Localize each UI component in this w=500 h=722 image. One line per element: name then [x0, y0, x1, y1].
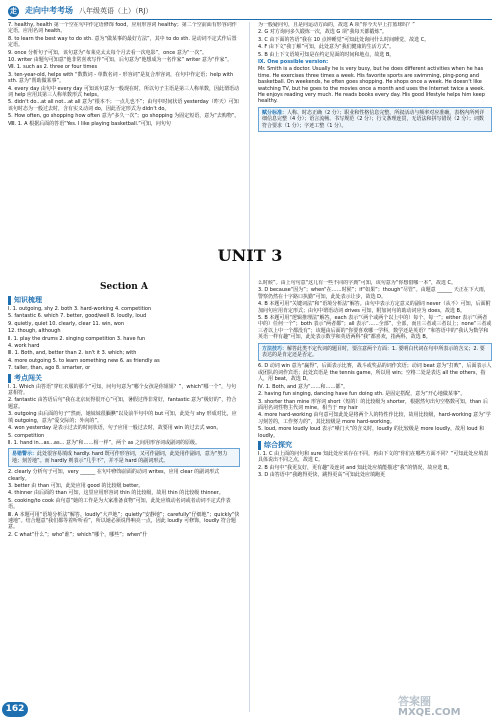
answer-item: 4. more hard-working 由句意可知此处是将两个人的特性作比较，故用比较级，hard-working 意为“学习刻苦的，工作努力的”，其比较级是 more hard-working。 [258, 412, 491, 425]
knowledge-line: 4. work hard [8, 343, 40, 350]
knowledge-line: 12. though, although [8, 328, 61, 335]
grade-label: 八年级英语（上）（RJ） [79, 7, 153, 16]
method-title: 方法技巧： [262, 345, 288, 352]
rubric-text: 人称、时态正确（2 分）；职业和性格信息完整，所叙活动与频率对应准确，表格内所列详细信息完整（4 分）；语言流畅、书写规范（2 分）；行文条理连贯，无语法和拼写错误（2 分）；词数符合要求（1 分）；字迹工整（1 分）。 [262, 109, 485, 129]
point-item: 5. competition [8, 432, 45, 439]
point-item: 3. outgoing 由后面的句子“然而，她妹妹很腼腆”以及前半句中的 but 可知，此处与 shy 形成对比，应填 outgoing，意为“爱交际的；外向的”。 [8, 411, 237, 424]
point-item: 5. cooking/to cook 由句意“她的工作是为大家准备食物”可知，此处应填动名词或者动词不定式作表语。 [8, 497, 231, 511]
inquiry-item: Ⅰ. 1. C 由上面的问句和 sure 知此处应该存在不同，再由下文的“你们在哪些方面不同？”可知此处应填表具体说出不同之点，故选 C。 [258, 450, 489, 464]
tip-text: 此处很容易填成 hardly. hard 既可作形容词，又可作副词，此处用作副词，意为“努力地；刻苦地”。而 hardly 则表示“几乎不”，并不是 hard 的副词形式。 [12, 451, 228, 464]
point-item: 2. fantastic 由答语后句“我在北京玩得很开心”可知，暑假过得非常好，fantastic 意为“极好的”，符合题意。 [8, 397, 237, 410]
answer-item: 5. B 本题可用“逻辑推理法”解答。each 表示“（两个或两个以上中的）每个，每一”；either 表示“（两者中的）任何一个”；both 表示“两者都”；all 表示“……全部”，全部，而且三者或三者以上；none“三者或三者以上中一个都没有”；该题由后面的“你要喜欢哪一学科，数学还是英语？”和答语中的“我认为数学和英语一样有趣”可知，此处表示数学和英语两科“我”都喜欢，指两科，故选 B。 [258, 315, 492, 341]
answer-item: 3. D because“因为”；when“在……时候”；if“如果”；though“尽管”。由题意 ______ 天正在下大雨，警察仍然在十字路口执勤”可知，此处表示让步，故选 D。 [258, 287, 489, 300]
point-item: 4. thinner 由后面的 than 可知，这里应用形容词 thin 的比较级，故用 thin 的比较级 thinner。 [8, 490, 224, 497]
answer-item: 4. B 本题可用“关键词法”和“语境分析法”解答。由句中表示方定意义的副词 never（从不）可知，后面附加问句应用肯定形式；由句中谓语动词 drives 可知，附加问句的助动词应为 does，故选 B。 [258, 301, 491, 314]
point-item: 2. C what“什么”；who“谁”；which“哪个，哪些”；when“什 [8, 531, 148, 538]
section-title: Section A [100, 282, 148, 292]
inquiry-item: 2. B 由句中“我更友好，更有趣”及连词 and 知此处应填能描述“我”的情况，故应选 B。 [258, 464, 453, 471]
unit-title: UNIT 3 [217, 246, 283, 265]
answer-item: 为一般疑问句，且是问运动方面的，故选 A 项“你今天早上打篮球吗？” [258, 22, 415, 28]
point-item: 4. won yesterday 是表示过去的时间状语，句子应用一般过去时，故要用 win 的过去式 won。 [8, 425, 222, 432]
answer-item: 么时候”。由上句句意“这儿有一些不同的字典”可知，该句意为“你想借哪一本”，故选 C。 [258, 280, 457, 286]
method-box [258, 343, 492, 362]
tip-title: 易错警示： [12, 451, 38, 458]
answer-item: 2. having fun singing, dancing have fun doing sth. 是固定搭配，意为“开心地做某事”。 [258, 391, 466, 398]
answer-item: 5. loud, more loudly loud 表示“嗓门大”的含义时，loudly 的比较级是 more loudly，故用 loud 和 loudly。 [258, 426, 485, 439]
heading-points: 考点闯关 [8, 374, 240, 383]
heading-inquiry: 综合探究 [258, 441, 492, 450]
method-text: 解答此类不定代词的题目时，要注意两个方面：1. 要明白代词在句中所表示的含义；2. 要表达的是肯定还是否定。 [262, 345, 485, 359]
rubric-box [258, 107, 492, 132]
knowledge-line: Ⅲ. 1. Both, and, better than 2. isn't it 3. which; with [8, 350, 137, 357]
knowledge-line: Ⅱ. 1. play the drums 2. singing competition 3. have fun [8, 335, 146, 342]
watermark-line1: 答案圈 [398, 695, 431, 708]
answer-item: 5. How often, go shopping how often 意为“多久一次”；go shopping 为固定短语，意为“去购物”。 [8, 113, 240, 120]
answer-item: 7. healthy, health 第一个空在句中作定语修饰 food，应用形容词 healthy；第二个空前面有形容词作定语，应用名词 health。 [8, 22, 237, 35]
top-left-column [8, 22, 240, 244]
sample-essay: Mr. Smith is a doctor. Usually he is very busy, but he does different activities when he has time. He exercises three times a week. His favorite sports are swimming, ping-pong and basketball. On weekends, he often goes shopping. He shops once a week. He doesn't like watching TV, but he goes to the movies once a month and uses the Internet twice a week. He enjoys reading very much. He reads books every day. His good lifestyle helps him keep healthy. [258, 66, 485, 105]
page-number: 162 [2, 702, 28, 717]
top-right-column [258, 22, 492, 244]
answer-item: 3. ten-year-old, helps with “数数词 - 单数名词 - 形容词”是复合形容词，在句中作定语；help with sth. 意为“帮助做某事”。 [8, 71, 234, 85]
knowledge-line: 7. taller, than, ago 8. smarter, or [8, 365, 91, 372]
tip-box [8, 448, 240, 467]
answer-item: 8. to learn the best way to do sth. 意为“做某事的最好方法”，其中 to do sth. 是动词不定式作后置定语。 [8, 35, 237, 49]
inquiry-item: 3. D 由答语中“我跑得更快，跳得更高”可知此处应填跑更 [258, 472, 385, 479]
answer-item: 5. B 由上下文语境可知是在约定见面的时间和地点，故选 B。 [258, 51, 395, 58]
column-divider [249, 22, 250, 712]
point-item: 3. better 由 than 可知，此处应用 good 的比较级 better。 [8, 482, 144, 489]
answer-item: 3. C 由下面的答语“我在 10 点钟睡觉”可知此处询问什么时间睡觉，故选 C。 [258, 36, 430, 43]
answer-item: 6. D 动词 win 意为“赢得”，后面表示比赛，战斗或奖品的词作宾语；动词 beat 意为“打败”，后面表示人或团队的词作宾语；此处宾语是 the tennis game，所以用 win；空格二处是表达 all the others，指人，用 beat，故选 D。 [258, 363, 492, 383]
bottom-left-column [8, 280, 240, 700]
watermark-line2: MXQE.COM [398, 707, 461, 718]
answer-item: 9. once 分析句子可知，该句意为“布莱克太太每个月去看一次电影”，once 意为“一次”。 [8, 49, 208, 56]
site-watermark [398, 696, 494, 718]
knowledge-line: 4. more outgoing 5. to learn something new 6. as friendly as [8, 357, 160, 364]
answer-item: 5. didn't do...at all not...at all 意为“根本不；一点儿也不”；由句中时间状语 yesterday（昨天）可知该句时态为一般过去时，含有实义动词 do，因此否定形式为 didn't do。 [8, 99, 239, 112]
point-item: Ⅲ. A 本题可用“语境分析法”解答。loudly“大声地”；quietly“安静地”；carefully“仔细地”；quickly“快速地”。结合题意“我们都等着听听看”，所以她必须说得响亮一点，因此 loudly 可修饰，loudly 符合题意。 [8, 511, 240, 531]
series-title: 走向中考考场 [25, 6, 73, 16]
writing-heading: Ⅸ. One possible version: [258, 59, 329, 66]
series-logo-icon: 走 [10, 7, 17, 15]
knowledge-line: 5. fantastic 6. which 7. better, good/well 8. loudly, loud [8, 313, 147, 320]
point-item: 2. clearly 分析句子可知，very ______ 在句中修饰前面的动词 writes，应用 clear 的副词形式 clearly。 [8, 469, 220, 482]
bottom-right-column [258, 280, 492, 712]
answer-item: 2. G 对方询问多久锻炼一次，故选 G 项“我每天都锻炼”。 [258, 29, 388, 36]
rubric-title: 赋分标准： [262, 109, 288, 116]
answer-item: Ⅶ. 1. such as 2. three or four times [8, 64, 98, 71]
answer-item: 4. F 由下文“我丁解”可知，此处意为“我们健康的生活方式”。 [258, 44, 395, 51]
heading-knowledge: 知识梳理 [8, 296, 240, 305]
answer-item: 10. writer 由题句可知意“他非常喜欢写作”可知，后句意为“他想成为一名作家” writer 意为“作家”。 [8, 57, 233, 64]
page-header [8, 4, 492, 20]
point-item: Ⅰ. 1. Which 由答语“穿红衣服的那个”可知，问句句意为“哪个女孩是你姐姐？”，which“哪一个”，与句意相符。 [8, 383, 237, 397]
knowledge-line: 9. quietly, quiet 10. clearly, clear 11. win, won [8, 320, 125, 327]
point-item: Ⅱ. 1. hand in...as...as... 意为“和……相一样”，两个 as 之间用形容词或副词的原级。 [8, 439, 200, 446]
answer-item: 3. shorter than mine 形容词 short（短的）的比较级为 shorter，根据然句出句空格数可知，than 后面用名词性物主代词 mine，相当于 my hair [258, 398, 488, 411]
knowledge-line: Ⅰ. 1. outgoing, shy 2. both 3. hard-working 4. competition [8, 306, 152, 312]
answer-item: Ⅳ. 1. Both, and 意为“……和……都”。 [258, 383, 349, 390]
answer-item: Ⅷ. 1. A 根据后面的答语“Yes. I like playing basketball.”可知，问句句 [8, 120, 171, 127]
answer-item: 4. every day 由句中 every day 可知该句意为一般现在时，所以句子主语是第三人称单数，因此谓语动词 help 应用其第三人称单数形式 helps。 [8, 85, 239, 99]
